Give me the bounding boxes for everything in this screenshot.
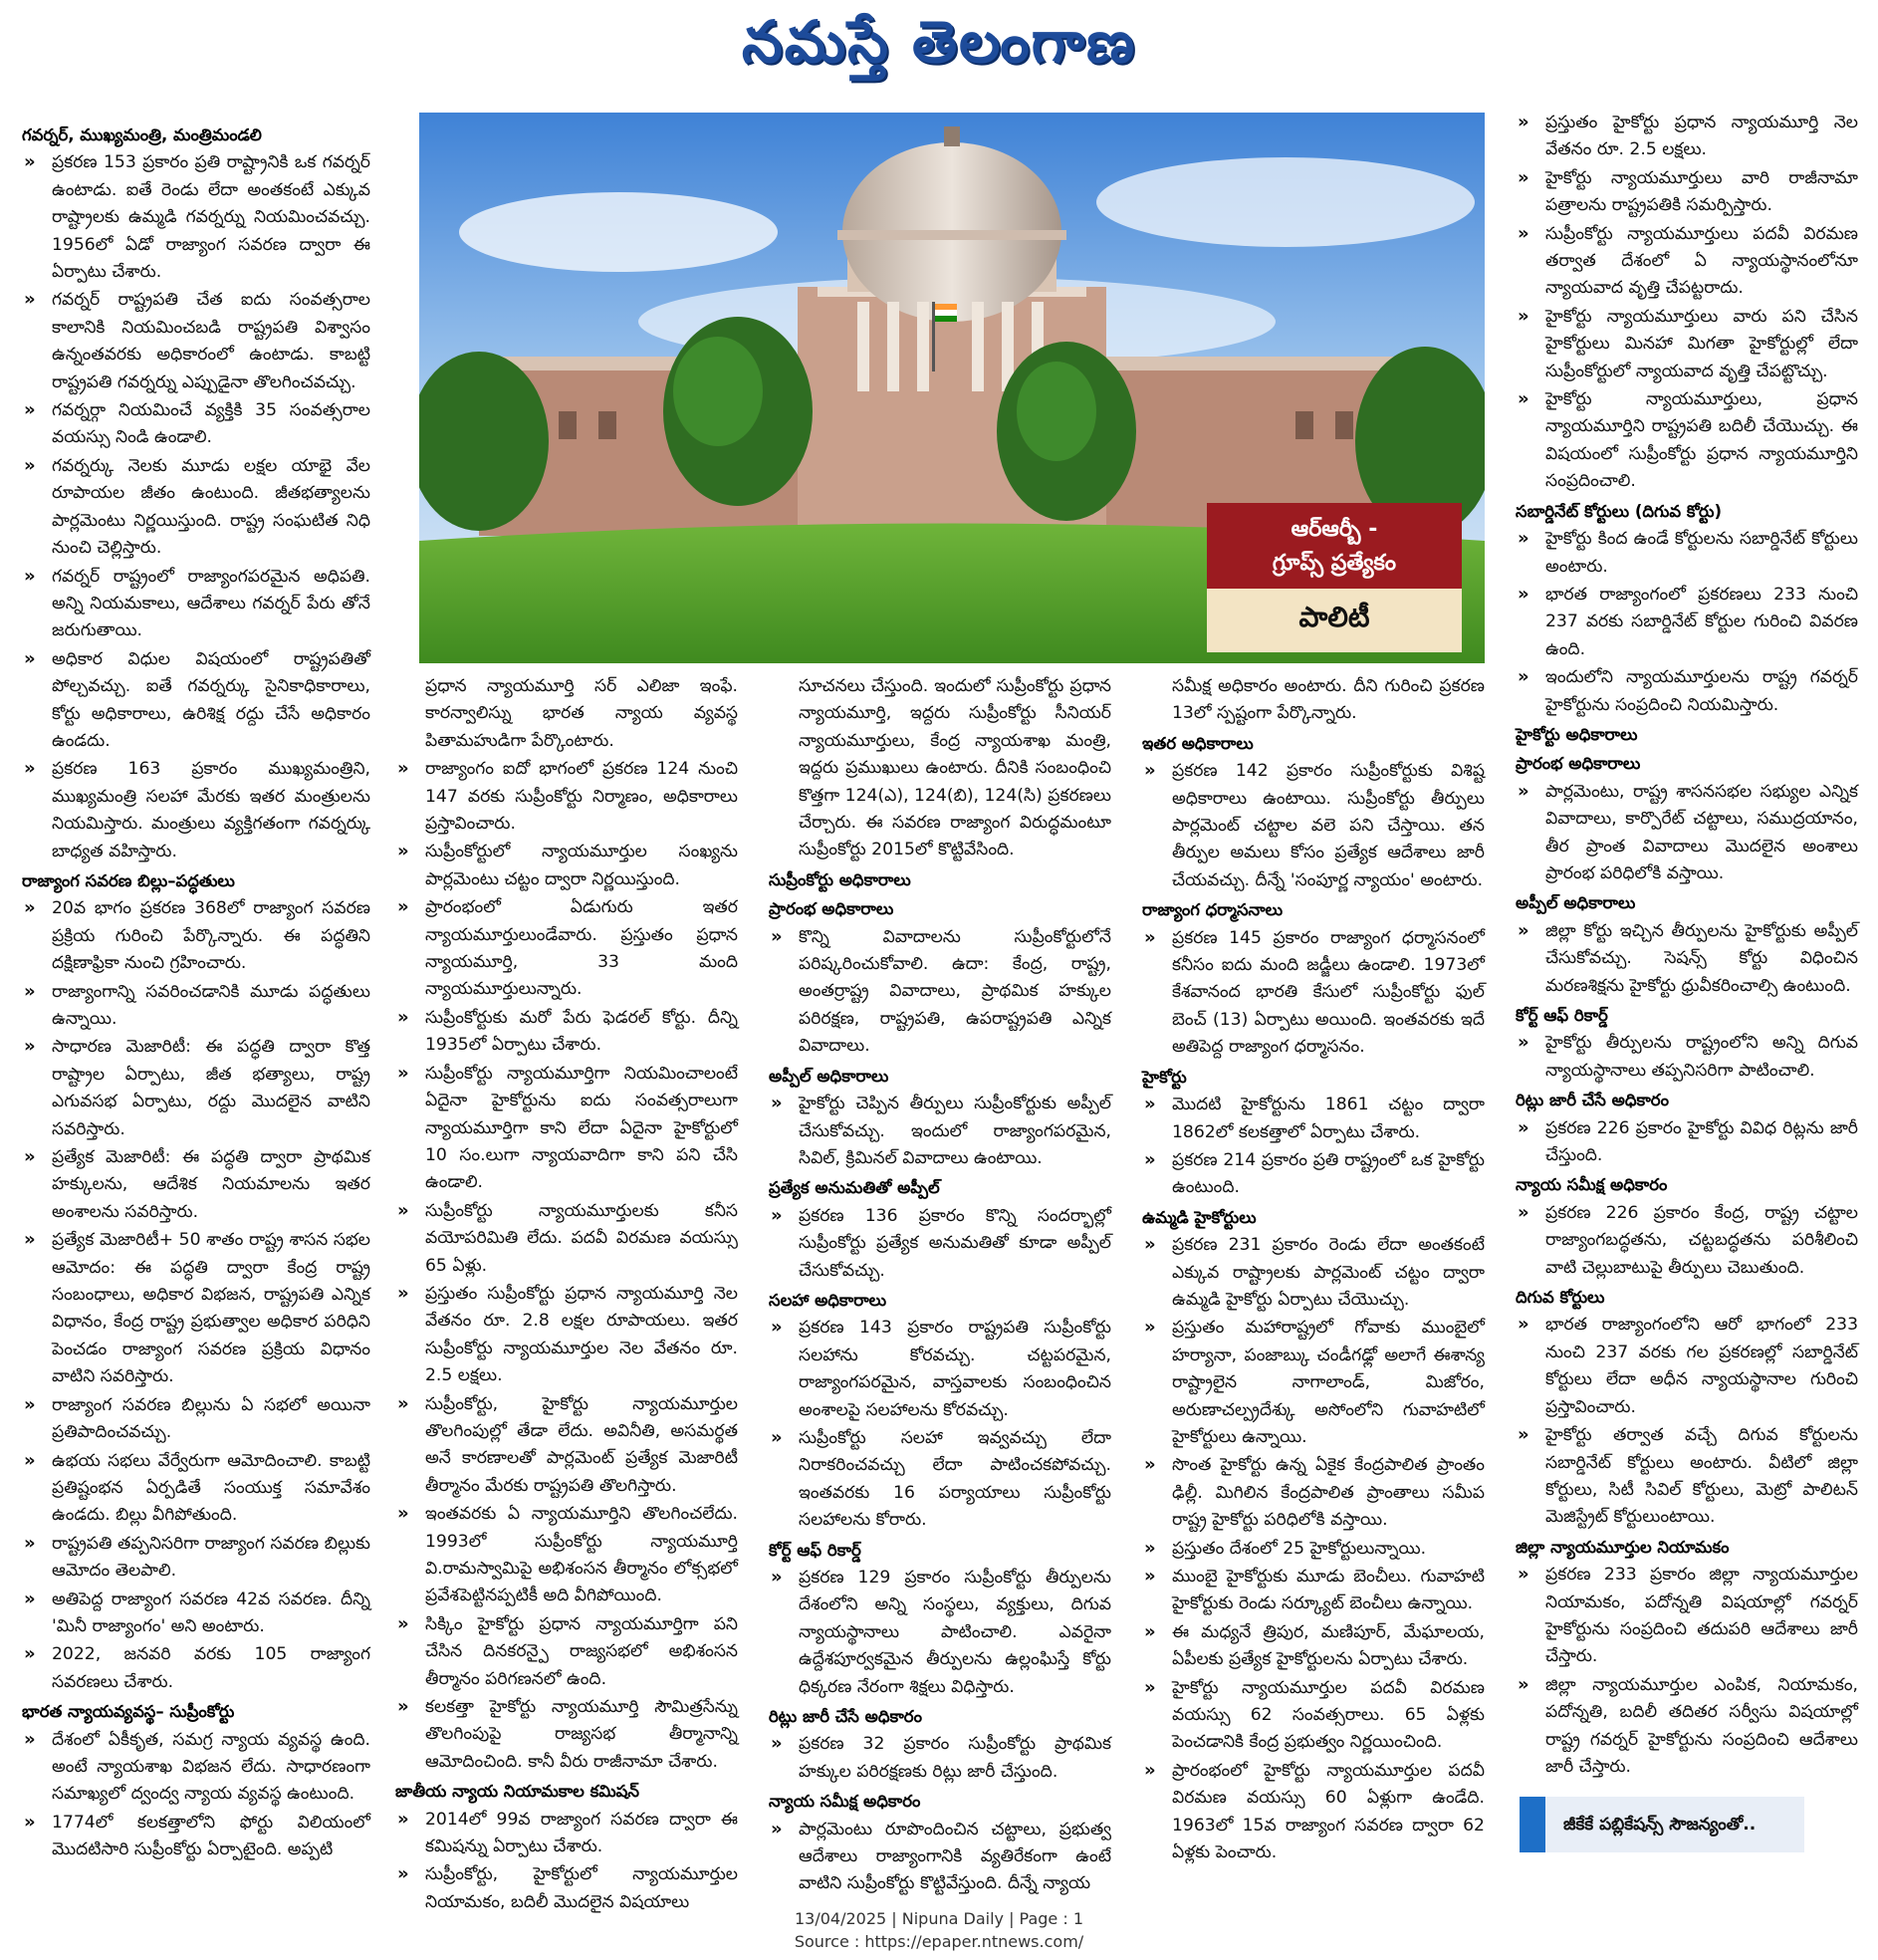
- paragraph: » 20వ భాగం ప్రకరణ 368లో రాజ్యాంగ సవరణ ప్రక్రియ గురించి పేర్కొన్నారు. ఈ పద్ధతిని దక్షిణాఫ్రికా నుంచి గ్రహించారు.: [22, 895, 370, 977]
- credit-text: జీకేకే పబ్లికేషన్స్ సౌజన్యంతో..: [1563, 1815, 1757, 1835]
- section-heading: హైకోర్టు అధికారాలు: [1516, 724, 1638, 744]
- paragraph: » మొదటి హైకోర్టును 1861 చట్టం ద్వారా 1862లో కలకత్తాలో ఏర్పాటు చేశారు.: [1142, 1092, 1485, 1146]
- section-heading: హైకోర్టు: [1142, 1067, 1187, 1087]
- paragraph: » ముంబై హైకోర్టుకు మూడు బెంచీలు. గువాహటి హైకోర్టుకు రెండు సర్క్యూట్ బెంచీలు ఉన్నాయి.: [1142, 1564, 1485, 1618]
- paragraph: » సుప్రీంకోర్టు న్యాయమూర్తులకు కనీస వయోపరిమితి లేదు. పదవీ విరమణ వయస్సు 65 ఏళ్లు.: [395, 1198, 738, 1280]
- paragraph: » కొన్ని వివాదాలను సుప్రీంకోర్టులోనే పరిష్కరించుకోవాలి. ఉదా: కేంద్ర, రాష్ట్ర, అంతర్రాష్ట్ర వివాదాలు, ప్రాథమిక హక్కుల పరిరక్షణ, రాష్ట్రపతి, ఉపరాష్ట్రపతి ఎన్నిక వివాదాలు.: [769, 924, 1111, 1061]
- section-heading: ఇతర అధికారాలు: [1142, 733, 1254, 753]
- paragraph: » దేశంలో ఏకీకృత, సమగ్ర న్యాయ వ్యవస్థ ఉంది. అంటే న్యాయశాఖ విభజన లేదు. సాధారణంగా సమాఖ్యలో ద్వంద్వ న్యాయ వ్యవస్థ ఉంటుంది.: [22, 1727, 370, 1809]
- section-heading: సుప్రీంకోర్టు అధికారాలు: [769, 869, 911, 889]
- paragraph: » ప్రత్యేక మెజారిటీ+ 50 శాతం రాష్ట్ర శాసన సభల ఆమోదం: ఈ పద్ధతి ద్వారా కేంద్ర రాష్ట్ర సంబంధాలు, అధికార విభజన, రాష్ట్రపతి ఎన్నిక విధానం, కేంద్ర రాష్ట్ర ప్రభుత్వాల అధికార పరిధిని పెంచడం రాజ్యాంగ సవరణ ప్రక్రియ విధానం వాటిని సవరిస్తారు.: [22, 1227, 370, 1390]
- paragraph: » సొంత హైకోర్టు ఉన్న ఏకైక కేంద్రపాలిత ప్రాంతం ఢిల్లీ. మిగిలిన కేంద్రపాలిత ప్రాంతాలు సమీప రాష్ట్ర హైకోర్టు పరిధిలోకి వస్తాయి.: [1142, 1452, 1485, 1534]
- sub-heading: ప్రారంభ అధికారాలు: [769, 899, 894, 919]
- paragraph: » ప్రకరణ 226 ప్రకారం కేంద్ర, రాష్ట్ర చట్టాల రాజ్యాంగబద్ధతను, చట్టబద్ధతను పరిశీలించి వాటి చెల్లుబాటుపై తీర్పులు చెబుతుంది.: [1516, 1200, 1858, 1282]
- paragraph: » జిల్లా న్యాయమూర్తుల ఎంపిక, నియామకం, పదోన్నతి, బదిలీ తదితర సర్వీసు విషయాల్లో రాష్ట్ర గవర్నర్ హైకోర్టును సంప్రదించి ఆదేశాలు జారీ చేస్తారు.: [1516, 1672, 1858, 1782]
- section-heading: ఉమ్మడి హైకోర్టులు: [1142, 1207, 1257, 1227]
- paragraph: » అధికార విధుల విషయంలో రాష్ట్రపతితో పోల్చవచ్చు. ఐతే గవర్నర్కు సైనికాధికారాలు, కోర్టు అధికారాలు, ఉరిశిక్ష రద్దు చేసే అధికారం ఉండదు.: [22, 646, 370, 756]
- sub-heading: ప్రత్యేక అనుమతితో అప్పీల్: [769, 1178, 940, 1198]
- paragraph: » ప్రకరణ 214 ప్రకారం ప్రతి రాష్ట్రంలో ఒక హైకోర్టు ఉంటుంది.: [1142, 1147, 1485, 1202]
- paragraph: » భారత రాజ్యాంగంలో ప్రకరణలు 233 నుంచి 237 వరకు సబార్డినేట్ కోర్టుల గురించి వివరణ ఉంది.: [1516, 582, 1858, 663]
- paragraph: » గవర్నర్కు నెలకు మూడు లక్షల యాభై వేల రూపాయల జీతం ఉంటుంది. జీతభత్యాలను పార్లమెంటు నిర్ణయిస్తుంది. రాష్ట్ర సంఘటిత నిధి నుంచి చెల్లిస్తారు.: [22, 453, 370, 563]
- paragraph: » హైకోర్టు చెప్పిన తీర్పులు సుప్రీంకోర్టుకు అప్పీల్ చేసుకోవచ్చు. ఇందులో రాజ్యాంగపరమైన, సివిల్, క్రిమినల్ వివాదాలు ఉంటాయి.: [769, 1091, 1111, 1172]
- paragraph: » ప్రకరణ 136 ప్రకారం కొన్ని సందర్భాల్లో సుప్రీంకోర్టు ప్రత్యేక అనుమతితో కూడా అప్పీల్ చేసుకోవచ్చు.: [769, 1203, 1111, 1285]
- paragraph: » ప్రకరణ 129 ప్రకారం సుప్రీంకోర్టు తీర్పులను దేశంలోని అన్ని సంస్థలు, వ్యక్తులు, దిగువ న్యాయస్థానాలు పాటించాలి. ఎవరైనా ఉద్దేశపూర్వకమైన తీర్పులను ఉల్లంఘిస్తే కోర్టు ధిక్కరణ నేరంగా శిక్షలు విధిస్తారు.: [769, 1565, 1111, 1701]
- paragraph: » ప్రస్తుతం మహారాష్ట్రలో గోవాకు ముంబైలో హర్యానా, పంజాబ్కు చండీగఢ్లో అలాగే ఈశాన్య రాష్ట్రాలైన నాగాలాండ్, మిజోరం, అరుణాచల్ప్రదేశ్కు అసోంలోని గువాహటిలో హైకోర్టులు ఉన్నాయి.: [1142, 1315, 1485, 1451]
- column-3: [769, 673, 1111, 1899]
- section-heading: రాజ్యాంగ సవరణ బిల్లు–పద్ధతులు: [22, 870, 235, 890]
- column-4: [1142, 673, 1485, 1867]
- paragraph: » సుప్రీంకోర్టు, హైకోర్టులో న్యాయమూర్తుల నియామకం, బదిలీ మొదలైన విషయాలు: [395, 1861, 738, 1916]
- paragraph: » రాష్ట్రపతి తప్పనిసరిగా రాజ్యాంగ సవరణ బిల్లుకు ఆమోదం తెలపాలి.: [22, 1531, 370, 1586]
- paragraph: » సుప్రీంకోర్టు న్యాయమూర్తులు పదవీ విరమణ తర్వాత దేశంలో ఏ న్యాయస్థానంలోనూ న్యాయవాద వృత్తి చేపట్టరాదు.: [1516, 221, 1858, 303]
- paragraph: » సుప్రీంకోర్టు న్యాయమూర్తిగా నియమించాలంటే ఏదైనా హైకోర్టును ఐదు సంవత్సరాలుగా న్యాయమూర్తిగా కాని లేదా ఏదైనా హైకోర్టులో 10 సం.లుగా న్యాయవాదిగా కాని పని చేసి ఉండాలి.: [395, 1061, 738, 1197]
- paragraph: » గవర్నర్ రాష్ట్రంలో రాజ్యాంగపరమైన అధిపతి. అన్ని నియమకాలు, ఆదేశాలు గవర్నర్ పేరు తోనే జరుగుతాయి.: [22, 564, 370, 645]
- paragraph: » హైకోర్టు న్యాయమూర్తులు వారి రాజీనామా పత్రాలను రాష్ట్రపతికి సమర్పిస్తారు.: [1516, 165, 1858, 220]
- paragraph: » ప్రకరణ 142 ప్రకారం సుప్రీంకోర్టుకు విశిష్ట అధికారాలు ఉంటాయి. సుప్రీంకోర్టు తీర్పులు పార్లమెంట్ చట్టాల వలె పని చేస్తాయి. తన తీర్పుల అమలు కోసం ప్రత్యేక ఆదేశాలు జారీ చేయవచ్చు. దీన్నే 'సంపూర్ణ న్యాయం' అంటారు.: [1142, 758, 1485, 894]
- sub-heading: న్యాయ సమీక్ష అధికారం: [1516, 1175, 1668, 1195]
- sub-heading: సలహా అధికారాలు: [769, 1290, 887, 1310]
- paragraph: » ఈ మధ్యనే త్రిపుర, మణిపూర్, మేఘాలయ, ఏపీలకు ప్రత్యేక హైకోర్టులను ఏర్పాటు చేశారు.: [1142, 1619, 1485, 1674]
- paragraph: » రాజ్యాంగం ఐదో భాగంలో ప్రకరణ 124 నుంచి 147 వరకు సుప్రీంకోర్టు నిర్మాణం, అధికారాలు ప్రస్తావించారు.: [395, 756, 738, 838]
- paragraph: సమీక్ష అధికారం అంటారు. దీని గురించి ప్రకరణ 13లో స్పష్టంగా పేర్కొన్నారు.: [1172, 676, 1485, 724]
- footer-source-link[interactable]: Source : https://epaper.ntnews.com/: [794, 1932, 1084, 1951]
- sub-heading: కోర్ట్ ఆఫ్ రికార్డ్: [1516, 1006, 1608, 1025]
- paragraph: » హైకోర్టు న్యాయమూర్తుల పదవీ విరమణ వయస్సు 62 సంవత్సరాలు. 65 ఏళ్లకు పెంచడానికి కేంద్ర ప్రభుత్వం నిర్ణయించింది.: [1142, 1675, 1485, 1757]
- paragraph: » ప్రకరణ 32 ప్రకారం సుప్రీంకోర్టు ప్రాథమిక హక్కుల పరిరక్షణకు రిట్లు జారీ చేస్తుంది.: [769, 1731, 1111, 1786]
- paragraph: » ప్రస్తుతం దేశంలో 25 హైకోర్టులున్నాయి.: [1142, 1536, 1485, 1563]
- badge-line-2: గ్రూప్స్ ప్రత్యేకం: [1272, 551, 1397, 576]
- paragraph: సూచనలు చేస్తుంది. ఇందులో సుప్రీంకోర్టు ప్రధాన న్యాయమూర్తి, ఇద్దరు సుప్రీంకోర్టు సీనియర్ న్యాయమూర్తులు, కేంద్ర న్యాయశాఖ మంత్రి, ఇద్దరు ప్రముఖులు ఉంటారు. దీనికి సంబంధించి కొత్తగా 124(ఎ), 124(బి), 124(సి) ప్రకరణలు చేర్చారు. ఈ సవరణ రాజ్యాంగ విరుద్ధమంటూ సుప్రీంకోర్టు 2015లో కొట్టివేసింది.: [799, 676, 1111, 860]
- sub-heading: రిట్లు జారీ చేసే అధికారం: [1516, 1091, 1669, 1110]
- paragraph: » హైకోర్టు న్యాయమూర్తులు, ప్రధాన న్యాయమూర్తిని రాష్ట్రపతి బదిలీ చేయొచ్చు. ఈ విషయంలో సుప్రీంకోర్టు ప్రధాన న్యాయమూర్తిని సంప్రదించాలి.: [1516, 386, 1858, 496]
- newspaper-title: నమస్తే తెలంగాణ: [742, 8, 1136, 76]
- paragraph: » రాజ్యాంగాన్ని సవరించడానికి మూడు పద్ధతులు ఉన్నాయి.: [22, 979, 370, 1034]
- paragraph: » హైకోర్టు తర్వాత వచ్చే దిగువ కోర్టులను సబార్డినేట్ కోర్టులు అంటారు. వీటిలో జిల్లా కోర్టులు, సిటీ సివిల్ కోర్టులు, మెట్రో పాలిటన్ మెజిస్ట్రేట్ కోర్టులుంటాయి.: [1516, 1422, 1858, 1532]
- credit-box: [1520, 1797, 1804, 1852]
- paragraph: » సుప్రీంకోర్టు సలహా ఇవ్వవచ్చు లేదా నిరాకరించవచ్చు లేదా పాటించకపోవచ్చు. ఇంతవరకు 16 పర్యాయాలు సుప్రీంకోర్టు సలహాలను కోరారు.: [769, 1425, 1111, 1535]
- paragraph: » ఇందులోని న్యాయమూర్తులను రాష్ట్ర గవర్నర్ హైకోర్టును సంప్రదించి నియమిస్తారు.: [1516, 664, 1858, 719]
- paragraph: » గవర్నర్ రాష్ట్రపతి చేత ఐదు సంవత్సరాల కాలానికి నియమించబడి రాష్ట్రపతి విశ్వాసం ఉన్నంతవరకు అధికారంలో ఉంటాడు. కాబట్టి రాష్ట్రపతి గవర్నర్ను ఎప్పుడైనా తొలగించవచ్చు.: [22, 287, 370, 396]
- paragraph: » ప్రస్తుతం సుప్రీంకోర్టు ప్రధాన న్యాయమూర్తి నెల వేతనం రూ. 2.8 లక్షల రూపాయలు. ఇతర సుప్రీంకోర్టు న్యాయమూర్తుల నెల వేతనం రూ. 2.5 లక్షలు.: [395, 1281, 738, 1390]
- paragraph: » ప్రారంభంలో ఏడుగురు ఇతర న్యాయమూర్తులుండేవారు. ప్రస్తుతం ప్రధాన న్యాయమూర్తి, 33 మంది న్యాయమూర్తులున్నారు.: [395, 894, 738, 1004]
- badge-section: పాలిటీ: [1207, 589, 1462, 652]
- paragraph: » హైకోర్టు తీర్పులను రాష్ట్రంలోని అన్ని దిగువ న్యాయస్థానాలు తప్పనిసరిగా పాటించాలి.: [1516, 1030, 1858, 1085]
- section-heading: రాజ్యాంగ ధర్మాసనాలు: [1142, 900, 1284, 920]
- sub-heading: అప్పీల్ అధికారాలు: [1516, 893, 1636, 913]
- paragraph: » పార్లమెంటు రూపొందించిన చట్టాలు, ప్రభుత్వ ఆదేశాలు రాజ్యాంగానికి వ్యతిరేకంగా ఉంటే వాటిని సుప్రీంకోర్టు కొట్టివేస్తుంది. దీన్నే న్యాయ: [769, 1817, 1111, 1898]
- section-heading: దిగువ కోర్టులు: [1516, 1288, 1605, 1308]
- paragraph: » ప్రకరణ 153 ప్రకారం ప్రతి రాష్ట్రానికి ఒక గవర్నర్ ఉంటాడు. ఐతే రెండు లేదా అంతకంటే ఎక్కువ రాష్ట్రాలకు ఉమ్మడి గవర్నర్ను నియమించవచ్చు. 1956లో ఏడో రాజ్యాంగ సవరణ ద్వారా ఈ ఏర్పాటు చేశారు.: [22, 149, 370, 286]
- section-heading: గవర్నర్, ముఖ్యమంత్రి, మంత్రిమండలి: [22, 125, 262, 144]
- section-heading: జాతీయ న్యాయ నియామకాల కమిషన్: [395, 1782, 639, 1802]
- masthead: [0, 0, 1878, 100]
- paragraph: » ప్రకరణ 163 ప్రకారం ముఖ్యమంత్రిని, ముఖ్యమంత్రి సలహా మేరకు ఇతర మంత్రులను నియమిస్తారు. మంత్రులు వ్యక్తిగతంగా గవర్నర్కు బాధ్యత వహిస్తారు.: [22, 756, 370, 865]
- paragraph: » ప్రకరణ 143 ప్రకారం రాష్ట్రపతి సుప్రీంకోర్టు సలహాను కోరవచ్చు. చట్టపరమైన, రాజ్యాంగపరమైన, వాస్తవాలకు సంబంధించిన అంశాలపై సలహాలను కోరవచ్చు.: [769, 1315, 1111, 1424]
- paragraph: » ప్రస్తుతం హైకోర్టు ప్రధాన న్యాయమూర్తి నెల వేతనం రూ. 2.5 లక్షలు.: [1516, 110, 1858, 164]
- paragraph: » అతిపెద్ద రాజ్యాంగ సవరణ 42వ సవరణ. దీన్ని 'మినీ రాజ్యాంగం' అని అంటారు.: [22, 1587, 370, 1641]
- paragraph: » భారత రాజ్యాంగంలోని ఆరో భాగంలో 233 నుంచి 237 వరకు గల ప్రకరణల్లో సబార్డినేట్ కోర్టులు లేదా అధీన న్యాయస్థానాల గురించి ప్రస్తావించారు.: [1516, 1312, 1858, 1421]
- paragraph: » ప్రారంభంలో హైకోర్టు న్యాయమూర్తుల పదవీ విరమణ వయస్సు 60 ఏళ్లుగా ఉండేది. 1963లో 15వ రాజ్యాంగ సవరణ ద్వారా 62 ఏళ్లకు పెంచారు.: [1142, 1758, 1485, 1867]
- badge-line-1: ఆర్ఆర్బీ -: [1291, 517, 1378, 542]
- paragraph: » ప్రకరణ 233 ప్రకారం జిల్లా న్యాయమూర్తుల నియామకం, పదోన్నతి విషయాల్లో గవర్నర్ హైకోర్టును సంప్రదించి తదుపరి ఆదేశాలు జారీ చేస్తారు.: [1516, 1562, 1858, 1671]
- sub-heading: ప్రారంభ అధికారాలు: [1516, 754, 1641, 774]
- paragraph: » గవర్నర్గా నియమించే వ్యక్తికి 35 సంవత్సరాల వయస్సు నిండి ఉండాలి.: [22, 397, 370, 452]
- paragraph: » ప్రకరణ 231 ప్రకారం రెండు లేదా అంతకంటే ఎక్కువ రాష్ట్రాలకు పార్లమెంట్ చట్టం ద్వారా ఉమ్మడి హైకోర్టు ఏర్పాటు చేయొచ్చు.: [1142, 1232, 1485, 1314]
- paragraph: » హైకోర్టు కింద ఉండే కోర్టులను సబార్డినేట్ కోర్టులు అంటారు.: [1516, 526, 1858, 581]
- paragraph: » జిల్లా కోర్టు ఇచ్చిన తీర్పులను హైకోర్టుకు అప్పీల్ చేసుకోవచ్చు. సెషన్స్ కోర్టు విధించిన మరణశిక్షను హైకోర్టు ధ్రువీకరించాల్సి ఉంటుంది.: [1516, 918, 1858, 1000]
- paragraph: » సుప్రీంకోర్టుకు మరో పేరు ఫెడరల్ కోర్టు. దీన్ని 1935లో ఏర్పాటు చేశారు.: [395, 1005, 738, 1060]
- column-5: [1516, 110, 1858, 1782]
- sub-heading: న్యాయ సమీక్ష అధికారం: [769, 1792, 921, 1812]
- paragraph: » ప్రకరణ 145 ప్రకారం రాజ్యాంగ ధర్మాసనంలో కనీసం ఐదు మంది జడ్జీలు ఉండాలి. 1973లో కేశవానంద భారతి కేసులో సుప్రీంకోర్టు ఫుల్ బెంచ్ (13) ఏర్పాటు అయింది. ఇంతవరకు ఇదే అతిపెద్ద రాజ్యాంగ ధర్మాసనం.: [1142, 925, 1485, 1062]
- paragraph: » కలకత్తా హైకోర్టు న్యాయమూర్తి సౌమిత్రసేన్ను తొలగింపుపై రాజ్యసభ తీర్మానాన్ని ఆమోదించింది. కానీ వీరు రాజీనామా చేశారు.: [395, 1694, 738, 1776]
- badge-title: [1207, 503, 1462, 589]
- paragraph: » సాధారణ మెజారిటీ: ఈ పద్ధతి ద్వారా కొత్త రాష్ట్రాల ఏర్పాటు, జీత భత్యాలు, రాష్ట్ర ఎగువసభ ఏర్పాటు, రద్దు మొదలైన వాటిని సవరిస్తారు.: [22, 1034, 370, 1143]
- paragraph: » పార్లమెంటు, రాష్ట్ర శాసనసభల సభ్యుల ఎన్నిక వివాదాలు, కార్పొరేట్ చట్టాలు, సముద్రయానం, తీర ప్రాంత వివాదాలు మొదలైన అంశాలు ప్రారంభ పరిధిలోకి వస్తాయి.: [1516, 779, 1858, 888]
- paragraph: » రాజ్యాంగ సవరణ బిల్లును ఏ సభలో అయినా ప్రతిపాదించవచ్చు.: [22, 1392, 370, 1447]
- sub-heading: కోర్ట్ ఆఫ్ రికార్డ్: [769, 1540, 861, 1560]
- column-1: [22, 120, 370, 1865]
- paragraph: ప్రధాన న్యాయమూర్తి సర్ ఎలిజా ఇంఫే. కారన్వాలిస్ను భారత న్యాయ వ్యవస్థ పితామహుడిగా పేర్కొంటారు.: [425, 676, 738, 751]
- section-heading: సబార్డినేట్ కోర్టులు (దిగువ కోర్టు): [1516, 501, 1722, 521]
- column-2: [395, 673, 738, 1917]
- paragraph: » 2022, జనవరి వరకు 105 రాజ్యాంగ సవరణలు చేశారు.: [22, 1641, 370, 1696]
- paragraph: » 2014లో 99వ రాజ్యాంగ సవరణ ద్వారా ఈ కమిషన్ను ఏర్పాటు చేశారు.: [395, 1807, 738, 1861]
- sub-heading: అప్పీల్ అధికారాలు: [769, 1066, 889, 1086]
- paragraph: » సిక్కిం హైకోర్టు ప్రధాన న్యాయమూర్తిగా పని చేసిన దినకరన్పై రాజ్యసభలో అభిశంసన తీర్మానం పరిగణనలో ఉంది.: [395, 1611, 738, 1693]
- paragraph: » 1774లో కలకత్తాలోని ఫోర్టు విలియంలో మొదటిసారి సుప్రీంకోర్టు ఏర్పాటైంది. అప్పటి: [22, 1810, 370, 1864]
- paragraph: » ఇంతవరకు ఏ న్యాయమూర్తిని తొలగించలేదు. 1993లో సుప్రీంకోర్టు న్యాయమూర్తి వి.రామస్వామిపై అభిశంసన తీర్మానం లోక్సభలో ప్రవేశపెట్టినప్పటికీ అది వీగిపోయింది.: [395, 1501, 738, 1610]
- footer-date-line: 13/04/2025 | Nipuna Daily | Page : 1: [794, 1909, 1084, 1928]
- paragraph: » సుప్రీంకోర్టులో న్యాయమూర్తుల సంఖ్యను పార్లమెంటు చట్టం ద్వారా నిర్ణయిస్తుంది.: [395, 839, 738, 893]
- paragraph: » ప్రకరణ 226 ప్రకారం హైకోర్టు వివిధ రిట్లను జారీ చేస్తుంది.: [1516, 1115, 1858, 1170]
- paragraph: » సుప్రీంకోర్టు, హైకోర్టు న్యాయమూర్తుల తొలగింపుల్లో తేడా లేదు. అవినీతి, అసమర్థత అనే కారణాలతో పార్లమెంట్ ప్రత్యేక మెజారిటీ తీర్మానం మేరకు రాష్ట్రపతి తొలగిస్తారు.: [395, 1391, 738, 1501]
- paragraph: » హైకోర్టు న్యాయమూర్తులు వారు పని చేసిన హైకోర్టులు మినహా మిగతా హైకోర్టుల్లో లేదా సుప్రీంకోర్టులో న్యాయవాద వృత్తి చేపట్టొచ్చు.: [1516, 304, 1858, 385]
- section-heading: భారత న్యాయవ్యవస్థ– సుప్రీంకోర్టు: [22, 1702, 235, 1722]
- section-heading: జిల్లా న్యాయమూర్తుల నియామకం: [1516, 1537, 1730, 1557]
- paragraph: » ప్రత్యేక మెజారిటీ: ఈ పద్ధతి ద్వారా ప్రాథమిక హక్కులను, ఆదేశిక నియమాలను ఇతర అంశాలను సవరిస్తారు.: [22, 1144, 370, 1226]
- sub-heading: రిట్లు జారీ చేసే అధికారం: [769, 1707, 922, 1727]
- section-badge: [1207, 503, 1462, 652]
- paragraph: » ఉభయ సభలు వేర్వేరుగా ఆమోదించాలి. కాబట్టి ప్రతిష్టంభన ఏర్పడితే సంయుక్త సమావేశం ఉండదు. బిల్లు వీగిపోతుంది.: [22, 1448, 370, 1530]
